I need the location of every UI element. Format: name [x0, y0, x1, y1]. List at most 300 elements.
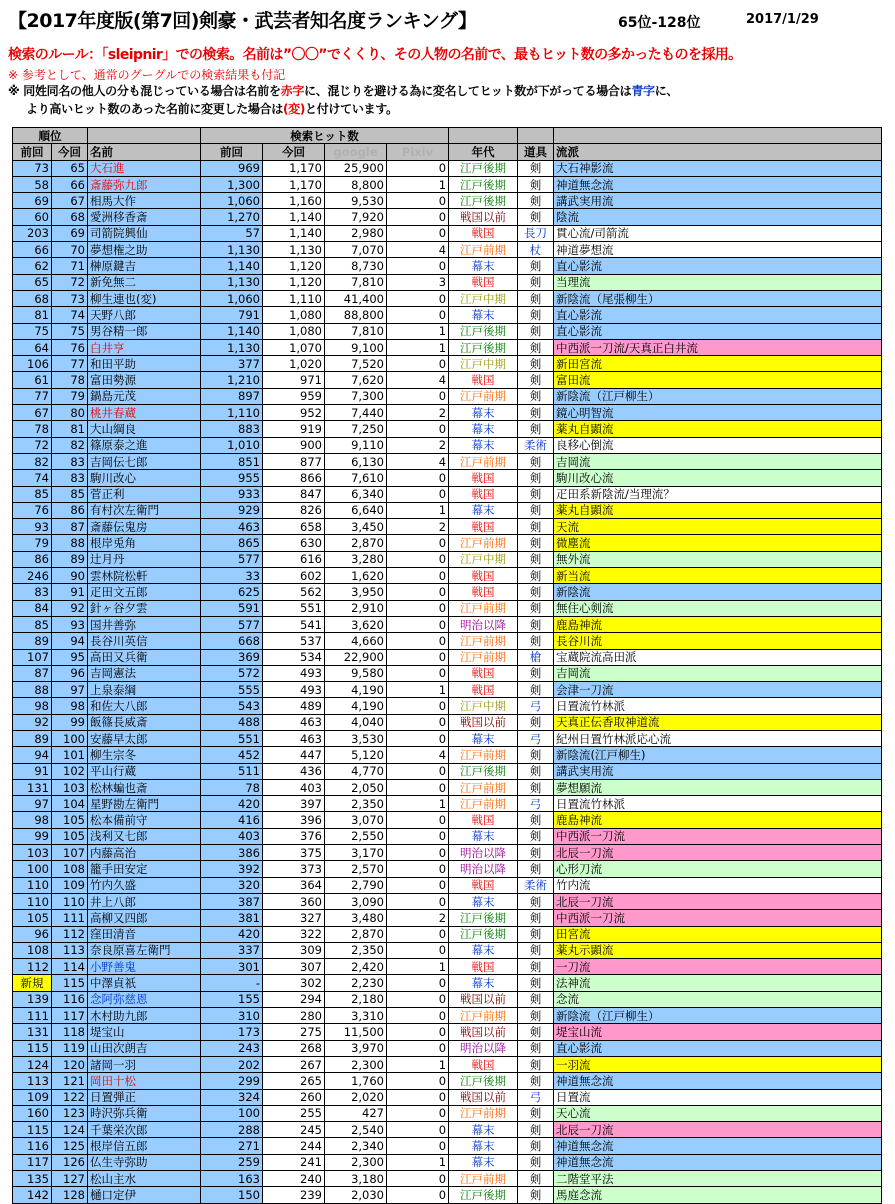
hits-prev-cell: 420 [201, 926, 263, 942]
hits-now-cell: 241 [263, 1154, 325, 1170]
rank-now-cell: 89 [52, 551, 88, 567]
hits-now-cell: 1,020 [263, 356, 325, 372]
rank-now-cell: 94 [52, 633, 88, 649]
school-cell: 薬丸自顕流 [554, 421, 882, 437]
hits-now-cell: 1,130 [263, 242, 325, 258]
rank-prev-cell: 86 [13, 551, 52, 567]
table-row [13, 616, 882, 632]
weapon-cell: 剣 [518, 665, 554, 681]
era-cell: 江戸中期 [449, 698, 518, 714]
weapon-cell: 剣 [518, 1138, 554, 1154]
pixiv-cell: 0 [387, 926, 449, 942]
school-cell: 講武実用流 [554, 193, 882, 209]
table-row [13, 193, 882, 209]
google-cell: 1,760 [325, 1073, 387, 1089]
era-cell: 江戸前期 [449, 633, 518, 649]
note-rename-mark: (変) [282, 102, 306, 116]
rank-prev-cell: 79 [13, 535, 52, 551]
rank-prev-cell: 108 [13, 942, 52, 958]
name-cell: 窪田清音 [88, 926, 201, 942]
weapon-cell: 剣 [518, 893, 554, 909]
pixiv-cell: 0 [387, 193, 449, 209]
rank-prev-cell: 73 [13, 160, 52, 176]
weapon-cell: 剣 [518, 991, 554, 1007]
era-cell: 戦国 [449, 584, 518, 600]
google-cell: 7,250 [325, 421, 387, 437]
hits-prev-cell: 668 [201, 633, 263, 649]
google-cell: 7,520 [325, 356, 387, 372]
page-title: 【2017年度版(第7回)剣豪・武芸者知名度ランキング】 [8, 10, 477, 32]
rank-prev-cell: 87 [13, 665, 52, 681]
google-cell: 7,070 [325, 242, 387, 258]
hits-now-cell: 847 [263, 486, 325, 502]
era-cell: 江戸後期 [449, 339, 518, 355]
search-rule-suffix: でくくり、その人物の名前で、最もヒット数の多かったものを採用。 [326, 47, 742, 63]
google-cell: 2,300 [325, 1154, 387, 1170]
era-cell: 明治以降 [449, 845, 518, 861]
table-row [13, 1073, 882, 1089]
google-cell: 5,120 [325, 747, 387, 763]
name-cell: 菅正利 [88, 486, 201, 502]
rank-prev-cell: 89 [13, 633, 52, 649]
table-row [13, 926, 882, 942]
name-cell: 長谷川英信 [88, 633, 201, 649]
rank-now-cell: 112 [52, 926, 88, 942]
table-row [13, 959, 882, 975]
hits-now-cell: 493 [263, 665, 325, 681]
rank-prev-cell: 100 [13, 861, 52, 877]
rank-prev-cell: 139 [13, 991, 52, 1007]
hits-now-cell: 463 [263, 714, 325, 730]
hits-prev-cell: 301 [201, 959, 263, 975]
rank-now-cell: 123 [52, 1105, 88, 1121]
school-cell: 駒川改心流 [554, 470, 882, 486]
weapon-cell: 剣 [518, 160, 554, 176]
hits-now-cell: 294 [263, 991, 325, 1007]
school-cell: 無外流 [554, 551, 882, 567]
weapon-cell: 剣 [518, 372, 554, 388]
school-cell: 講武実用流 [554, 763, 882, 779]
school-cell: 神道無念流 [554, 176, 882, 192]
hits-prev-cell: 1,300 [201, 176, 263, 192]
hits-now-cell: 376 [263, 828, 325, 844]
hits-prev-cell: 551 [201, 730, 263, 746]
pixiv-cell: 0 [387, 1073, 449, 1089]
table-row [13, 714, 882, 730]
school-cell: 宝蔵院流高田派 [554, 649, 882, 665]
weapon-cell: 弓 [518, 698, 554, 714]
google-cell: 3,620 [325, 616, 387, 632]
pixiv-cell: 0 [387, 812, 449, 828]
google-cell: 3,310 [325, 1008, 387, 1024]
school-cell: 鹿島神流 [554, 812, 882, 828]
hits-now-cell: 302 [263, 975, 325, 991]
rank-now-cell: 96 [52, 665, 88, 681]
pixiv-cell: 1 [387, 1154, 449, 1170]
school-cell: 新当流 [554, 568, 882, 584]
school-cell: 北辰一刀流 [554, 845, 882, 861]
school-cell: 紀州日置竹林派応心流 [554, 730, 882, 746]
era-cell: 戦国 [449, 274, 518, 290]
era-cell: 江戸中期 [449, 290, 518, 306]
era-cell: 戦国以前 [449, 1024, 518, 1040]
rank-now-cell: 125 [52, 1138, 88, 1154]
hits-prev-cell: 387 [201, 893, 263, 909]
pixiv-cell: 2 [387, 910, 449, 926]
rank-now-cell: 70 [52, 242, 88, 258]
hits-now-cell: 919 [263, 421, 325, 437]
school-cell: 中西派一刀流 [554, 910, 882, 926]
ranking-rows [13, 160, 882, 1203]
note-colors-c: に、 [654, 84, 679, 98]
era-cell: 江戸後期 [449, 176, 518, 192]
rank-now-cell: 99 [52, 714, 88, 730]
era-cell: 戦国 [449, 812, 518, 828]
weapon-cell: 剣 [518, 176, 554, 192]
era-cell: 幕末 [449, 1122, 518, 1138]
table-row [13, 372, 882, 388]
hits-prev-cell: 1,270 [201, 209, 263, 225]
note-colors [8, 82, 678, 99]
era-cell: 幕末 [449, 1154, 518, 1170]
rank-prev-cell: 88 [13, 682, 52, 698]
weapon-cell: 剣 [518, 470, 554, 486]
weapon-cell: 剣 [518, 845, 554, 861]
name-cell: 木村助九郎 [88, 1008, 201, 1024]
name-cell: 相馬大作 [88, 193, 201, 209]
rank-prev-cell: 98 [13, 812, 52, 828]
google-cell: 2,020 [325, 1089, 387, 1105]
hits-prev-cell: 420 [201, 796, 263, 812]
hits-now-cell: 541 [263, 616, 325, 632]
hits-prev-cell: 625 [201, 584, 263, 600]
google-cell: 2,030 [325, 1187, 387, 1203]
pixiv-cell: 0 [387, 649, 449, 665]
school-cell: 神道無念流 [554, 1154, 882, 1170]
hits-now-cell: 1,120 [263, 258, 325, 274]
era-cell: 江戸前期 [449, 747, 518, 763]
note-colors-blue: 青字 [631, 84, 655, 98]
table-row [13, 437, 882, 453]
school-cell: 吉岡流 [554, 665, 882, 681]
pixiv-cell: 4 [387, 453, 449, 469]
hits-prev-cell: 1,060 [201, 193, 263, 209]
name-cell: 小野善鬼 [88, 959, 201, 975]
table-row [13, 665, 882, 681]
google-cell: 8,800 [325, 176, 387, 192]
pixiv-cell: 0 [387, 1105, 449, 1121]
hits-prev-cell: 1,110 [201, 405, 263, 421]
era-cell: 幕末 [449, 307, 518, 323]
rank-now-cell: 118 [52, 1024, 88, 1040]
google-cell: 3,090 [325, 893, 387, 909]
hits-now-cell: 877 [263, 453, 325, 469]
pixiv-cell: 0 [387, 845, 449, 861]
hits-prev-cell: 929 [201, 502, 263, 518]
hits-now-cell: 436 [263, 763, 325, 779]
rank-prev-cell: 246 [13, 568, 52, 584]
hits-now-cell: 260 [263, 1089, 325, 1105]
pixiv-cell: 0 [387, 600, 449, 616]
era-cell: 幕末 [449, 730, 518, 746]
weapon-cell: 剣 [518, 453, 554, 469]
google-cell: 4,770 [325, 763, 387, 779]
table-row [13, 633, 882, 649]
pixiv-cell: 0 [387, 763, 449, 779]
table-row [13, 470, 882, 486]
hits-prev-cell: 33 [201, 568, 263, 584]
hits-prev-cell: 488 [201, 714, 263, 730]
rank-now-cell: 115 [52, 975, 88, 991]
col-rank: 順位 [13, 128, 88, 144]
search-rule [8, 44, 742, 64]
col-rank-prev: 前回 [13, 144, 52, 160]
google-cell: 6,130 [325, 453, 387, 469]
weapon-cell: 剣 [518, 1122, 554, 1138]
google-cell: 2,340 [325, 1138, 387, 1154]
school-cell: 天真正伝香取神道流 [554, 714, 882, 730]
table-row [13, 290, 882, 306]
era-cell: 江戸前期 [449, 1171, 518, 1187]
rank-now-cell: 73 [52, 290, 88, 306]
pixiv-cell: 0 [387, 307, 449, 323]
table-row [13, 861, 882, 877]
rank-prev-cell: 105 [13, 910, 52, 926]
name-cell: 白井亨 [88, 339, 201, 355]
google-cell: 25,900 [325, 160, 387, 176]
weapon-cell: 剣 [518, 356, 554, 372]
name-cell: 松林蝙也斎 [88, 779, 201, 795]
name-cell: 松本備前守 [88, 812, 201, 828]
note-rename-b: と付けています。 [305, 102, 398, 116]
school-cell: 馬庭念流 [554, 1187, 882, 1203]
table-row [13, 796, 882, 812]
era-cell: 戦国以前 [449, 714, 518, 730]
google-cell: 11,500 [325, 1024, 387, 1040]
rank-prev-cell: 84 [13, 600, 52, 616]
google-cell: 2,350 [325, 942, 387, 958]
school-cell: 神道無念流 [554, 1138, 882, 1154]
era-cell: 江戸中期 [449, 356, 518, 372]
weapon-cell: 剣 [518, 910, 554, 926]
era-cell: 江戸前期 [449, 388, 518, 404]
table-row [13, 910, 882, 926]
google-cell: 3,950 [325, 584, 387, 600]
pixiv-cell: 0 [387, 290, 449, 306]
pixiv-cell: 0 [387, 225, 449, 241]
name-cell: 日置弾正 [88, 1089, 201, 1105]
pixiv-cell: 0 [387, 1138, 449, 1154]
pixiv-cell: 0 [387, 942, 449, 958]
google-cell: 2,350 [325, 796, 387, 812]
ranking-table [12, 127, 882, 1204]
note-rename [26, 100, 398, 117]
hits-prev-cell: 403 [201, 828, 263, 844]
google-cell: 9,100 [325, 339, 387, 355]
name-cell: 桃井春蔵 [88, 405, 201, 421]
hits-now-cell: 307 [263, 959, 325, 975]
google-cell: 41,400 [325, 290, 387, 306]
pixiv-cell: 0 [387, 893, 449, 909]
pixiv-cell: 0 [387, 714, 449, 730]
search-rule-quote: ”〇〇” [282, 47, 327, 63]
hits-prev-cell: 337 [201, 942, 263, 958]
rank-prev-cell: 94 [13, 747, 52, 763]
table-row [13, 339, 882, 355]
table-row [13, 242, 882, 258]
google-cell: 7,810 [325, 274, 387, 290]
school-cell: 法神流 [554, 975, 882, 991]
school-cell: 長谷川流 [554, 633, 882, 649]
weapon-cell: 剣 [518, 942, 554, 958]
era-cell: 戦国 [449, 372, 518, 388]
google-cell: 3,970 [325, 1040, 387, 1056]
table-row [13, 405, 882, 421]
pixiv-cell: 0 [387, 779, 449, 795]
pixiv-cell: 0 [387, 1171, 449, 1187]
col-weapon: 道具 [518, 144, 554, 160]
weapon-cell: 剣 [518, 779, 554, 795]
rank-now-cell: 79 [52, 388, 88, 404]
weapon-cell: 剣 [518, 209, 554, 225]
pixiv-cell: 0 [387, 1089, 449, 1105]
era-cell: 戦国以前 [449, 1089, 518, 1105]
hits-prev-cell: 310 [201, 1008, 263, 1024]
weapon-cell: 剣 [518, 1024, 554, 1040]
school-cell: 疋田系新陰流/当理流？ [554, 486, 882, 502]
school-cell: 天心流 [554, 1105, 882, 1121]
pixiv-cell: 0 [387, 535, 449, 551]
hits-prev-cell: 577 [201, 616, 263, 632]
weapon-cell: 剣 [518, 1154, 554, 1170]
era-cell: 江戸前期 [449, 1105, 518, 1121]
school-cell: 日置流竹林派 [554, 796, 882, 812]
rank-prev-cell: 160 [13, 1105, 52, 1121]
rank-prev-cell: 74 [13, 470, 52, 486]
rank-now-cell: 88 [52, 535, 88, 551]
pixiv-cell: 0 [387, 568, 449, 584]
school-cell: 一刀流 [554, 959, 882, 975]
name-cell: 高田又兵衛 [88, 649, 201, 665]
google-cell: 2,420 [325, 959, 387, 975]
google-cell: 3,180 [325, 1171, 387, 1187]
hits-now-cell: 1,080 [263, 323, 325, 339]
pixiv-cell: 4 [387, 747, 449, 763]
rank-prev-cell: 115 [13, 1122, 52, 1138]
rank-now-cell: 100 [52, 730, 88, 746]
school-cell: 新陰流（江戸柳生） [554, 1008, 882, 1024]
rank-now-cell: 92 [52, 600, 88, 616]
rank-now-cell: 111 [52, 910, 88, 926]
table-row [13, 535, 882, 551]
rank-now-cell: 117 [52, 1008, 88, 1024]
era-cell: 江戸後期 [449, 160, 518, 176]
table-row [13, 1138, 882, 1154]
pixiv-cell: 0 [387, 584, 449, 600]
hits-prev-cell: 543 [201, 698, 263, 714]
pixiv-cell: 0 [387, 1024, 449, 1040]
school-cell: 神道無念流 [554, 1073, 882, 1089]
hits-now-cell: 826 [263, 502, 325, 518]
name-cell: 斎藤伝鬼房 [88, 519, 201, 535]
rank-prev-cell: 110 [13, 877, 52, 893]
google-cell: 2,570 [325, 861, 387, 877]
weapon-cell: 剣 [518, 861, 554, 877]
hits-now-cell: 360 [263, 893, 325, 909]
table-row [13, 975, 882, 991]
rank-now-cell: 87 [52, 519, 88, 535]
school-cell: 念流 [554, 991, 882, 1007]
google-cell: 3,280 [325, 551, 387, 567]
rank-now-cell: 95 [52, 649, 88, 665]
pixiv-cell: 0 [387, 1122, 449, 1138]
hits-now-cell: 403 [263, 779, 325, 795]
note-google: ※ 参考として、通常のグーグルでの検索結果も付記 [8, 68, 286, 82]
weapon-cell: 剣 [518, 274, 554, 290]
weapon-cell: 剣 [518, 405, 554, 421]
era-cell: 戦国 [449, 959, 518, 975]
hits-now-cell: 244 [263, 1138, 325, 1154]
era-cell: 江戸前期 [449, 1008, 518, 1024]
hits-prev-cell: 1,210 [201, 372, 263, 388]
pixiv-cell: 0 [387, 1040, 449, 1056]
hits-now-cell: 1,110 [263, 290, 325, 306]
name-cell: 駒川改心 [88, 470, 201, 486]
table-row [13, 812, 882, 828]
era-cell: 戦国 [449, 519, 518, 535]
pixiv-cell: 1 [387, 1056, 449, 1072]
pixiv-cell: 2 [387, 437, 449, 453]
pixiv-cell: 0 [387, 209, 449, 225]
rank-now-cell: 74 [52, 307, 88, 323]
google-cell: 88,800 [325, 307, 387, 323]
table-row [13, 649, 882, 665]
school-cell: 良移心倒流 [554, 437, 882, 453]
hits-prev-cell: 865 [201, 535, 263, 551]
era-cell: 江戸後期 [449, 926, 518, 942]
hits-prev-cell: 591 [201, 600, 263, 616]
rank-prev-cell: 83 [13, 584, 52, 600]
pixiv-cell: 1 [387, 323, 449, 339]
rank-now-cell: 77 [52, 356, 88, 372]
era-cell: 江戸後期 [449, 1073, 518, 1089]
hits-prev-cell: 381 [201, 910, 263, 926]
name-cell: 山田次朗吉 [88, 1040, 201, 1056]
name-cell: 辻月丹 [88, 551, 201, 567]
school-cell: 直心影流 [554, 307, 882, 323]
name-cell: 浅利又七郎 [88, 828, 201, 844]
rank-prev-cell: 131 [13, 1024, 52, 1040]
weapon-cell: 剣 [518, 1187, 554, 1203]
rank-prev-cell: 117 [13, 1154, 52, 1170]
hits-now-cell: 1,080 [263, 307, 325, 323]
hits-prev-cell: 320 [201, 877, 263, 893]
rank-prev-cell: 61 [13, 372, 52, 388]
weapon-cell: 剣 [518, 926, 554, 942]
weapon-cell: 剣 [518, 1040, 554, 1056]
weapon-cell: 剣 [518, 959, 554, 975]
table-row [13, 209, 882, 225]
hits-now-cell: 280 [263, 1008, 325, 1024]
hits-prev-cell: 1,140 [201, 258, 263, 274]
rank-prev-cell: 85 [13, 616, 52, 632]
hits-prev-cell: 377 [201, 356, 263, 372]
col-pixiv: Pixiv [387, 144, 449, 160]
pixiv-cell: 0 [387, 975, 449, 991]
era-cell: 江戸前期 [449, 649, 518, 665]
name-cell: 根岸兎角 [88, 535, 201, 551]
hits-prev-cell: 271 [201, 1138, 263, 1154]
